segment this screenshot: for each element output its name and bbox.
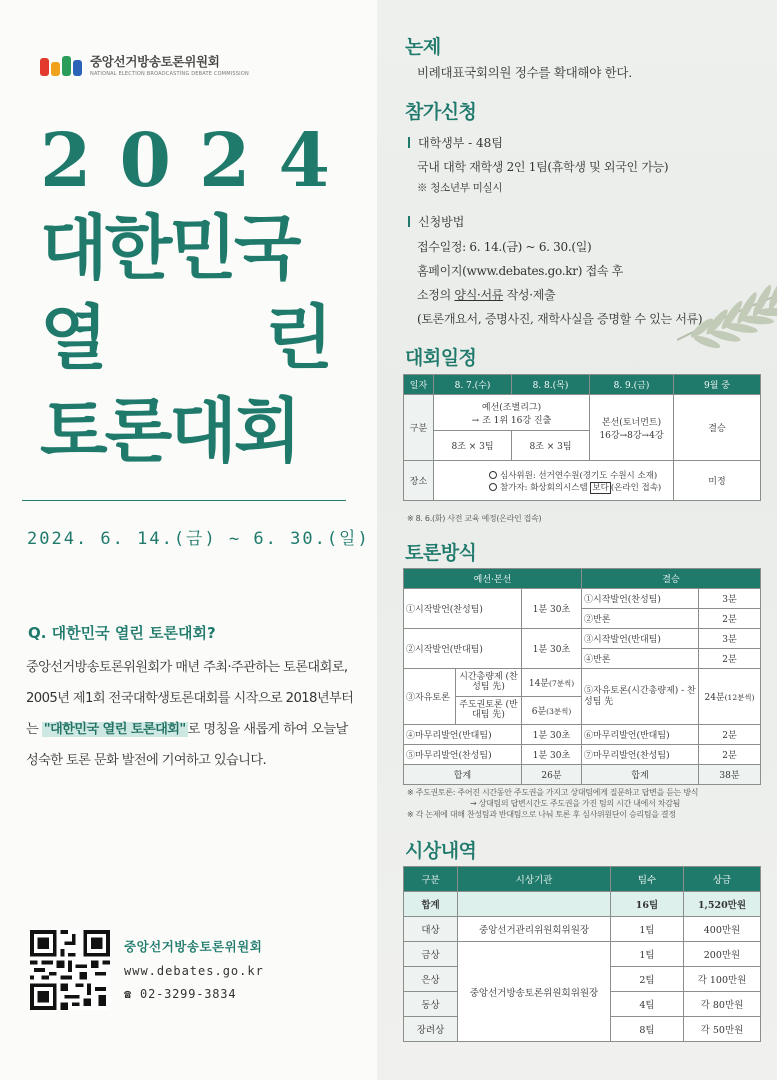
apply-method-line-4: (토론개요서, 증명사진, 재학사실을 증명할 수 있는 서류) [417,312,703,326]
table-cell [458,892,611,917]
table-cell: 각 50만원 [684,1017,761,1042]
method-heading: 토론방식 [405,542,477,564]
venue-line [489,481,671,493]
table-cell: 합계 [404,892,458,917]
table-cell: ⑥마무리발언(반대팀) [582,725,699,745]
table-cell: ②시작발언(반대팀) [404,629,522,669]
table-cell: ⑤마무리발언(찬성팀) [404,745,522,765]
apply-division-note: ※ 청소년부 미실시 [417,182,503,194]
table-cell: 1분 30초 [522,725,582,745]
title-divider [22,500,346,501]
org-name-kr: 중앙선거방송토론위원회 [90,54,220,69]
table-cell: 1팀 [611,942,684,967]
table-row [404,867,761,892]
table-cell: 3분 [699,629,761,649]
table-row [404,395,761,431]
table-cell [434,461,674,501]
table-cell: 1팀 [611,917,684,942]
logo-bar-orange [51,62,60,76]
apply-method-head: 신청방법 [408,213,464,230]
logo-bar-green [62,56,71,76]
table-cell: 대상 [404,917,458,942]
method-note-1: ※ 주도권토론: 주어진 시간동안 주도권을 가지고 상대팀에게 질문하고 답변을 듣는 방식 [407,788,699,797]
table-header: 구분 [404,867,458,892]
table-cell: 400만원 [684,917,761,942]
intro-question: Q. 대한민국 열린 토론대회? [28,624,216,642]
apply-method-text: 소정의 [417,288,455,302]
schedule-table [403,374,761,501]
table-cell: 시간총량제 (찬성팀 先) [456,669,522,697]
contact-website-link[interactable]: www.debates.go.kr [124,964,264,978]
table-cell [522,697,582,725]
contact-org: 중앙선거방송토론위원회 [124,939,263,954]
title-year [40,118,330,204]
time-note: (3분씩) [546,707,572,716]
topic-text: 비례대표국회의원 정수를 확대해야 한다. [417,65,632,80]
table-cell: 8조 × 3팀 [512,431,590,461]
table-cell: 2분 [699,609,761,629]
table-cell: 주도권토론 (반대팀 先) [456,697,522,725]
time-note: (12분씩) [724,693,755,702]
intro-text: 중앙선거방송토론위원회가 매년 주최·주관하는 토론대회로, 2005년 제1회 전국대학생토론대회를 시작으로 2018년부터는 [26,660,354,737]
table-cell [699,669,761,725]
time-value: 24분 [704,693,725,703]
table-cell: 8조 × 3팀 [434,431,512,461]
table-header: 8. 9.(금) [590,375,674,395]
table-cell: 장소 [404,461,434,501]
table-cell: 합계 [404,765,522,785]
table-cell: 8팀 [611,1017,684,1042]
table-cell: 2분 [699,649,761,669]
prelim-sub: → 조 1위 16강 진출 [471,415,552,426]
schedule-note: ※ 8. 6.(화) 사전 교육 예정(온라인 접속) [407,514,542,523]
table-row [404,942,761,967]
table-header: 예선·본선 [404,569,582,589]
circle-icon [489,483,497,491]
table-row [404,725,761,745]
time-value: 14분 [528,679,550,689]
apply-heading: 참가신청 [405,101,477,123]
contact-phone: ☎ 02-3299-3834 [124,987,237,1001]
table-cell: ①시작발언(찬성팀) [404,589,522,629]
table-row [404,745,761,765]
table-cell: 16팀 [611,892,684,917]
table-cell: 2분 [699,725,761,745]
table-row [404,569,761,589]
table-cell: ③시작발언(반대팀) [582,629,699,649]
apply-method-line-3 [417,286,555,303]
apply-forms-link[interactable]: 양식·서류 [454,288,504,302]
apply-method-text-end: 작성·제출 [503,288,556,302]
table-cell: 26분 [522,765,582,785]
table-cell: 1분 30초 [522,629,582,669]
apply-method-line-1: 접수일정: 6. 14.(금) ~ 6. 30.(일) [417,240,592,254]
time-note: (7분씩) [549,679,575,688]
table-row [404,589,761,609]
year-digit: 2 [40,118,92,204]
logo-text [90,52,249,77]
table-header: 팀수 [611,867,684,892]
venue-text: 심사위원: 선거연수원(경기도 수원시 소재) [500,470,658,481]
prize-table [403,866,761,1042]
table-cell: 구분 [404,395,434,461]
intro-text-end: 로 명칭을 새롭게 하여 오늘날 성숙한 토론 문화 발전에 기여하고 있습니다. [26,722,348,768]
table-row [404,892,761,917]
logo-bar-red [40,58,49,76]
title-line-3: 토론대회 [40,390,299,472]
method-note-2: → 상대팀의 답변시간도 주도권을 가진 팀의 시간 내에서 차감됨 [470,799,681,808]
table-cell: ②반론 [582,609,699,629]
venue-line [489,469,671,481]
time-value: 6분 [531,707,547,717]
table-cell: 3분 [699,589,761,609]
table-cell: ④마무리발언(반대팀) [404,725,522,745]
table-cell: 장려상 [404,1017,458,1042]
title-word: 열 [40,297,105,379]
table-cell: 금상 [404,942,458,967]
table-cell [590,395,674,461]
table-cell: ①시작발언(찬성팀) [582,589,699,609]
apply-method-line-2: 홈페이지(www.debates.go.kr) 접속 후 [417,264,623,278]
method-note-3: ※ 각 논제에 대해 찬성팀과 반대팀으로 나눠 토론 후 심사위원단이 승리팀을 결정 [407,810,676,819]
table-cell: 1분 30초 [522,745,582,765]
event-dates: 2024. 6. 14.(금) ~ 6. 30.(일) [27,529,370,549]
apply-division-line: 국내 대학 재학생 2인 1팀(휴학생 및 외국인 가능) [417,160,669,174]
title-word: 린 [265,297,330,379]
contact-info [124,937,264,1001]
table-cell: 38분 [699,765,761,785]
table-header: 결승 [582,569,761,589]
table-row [404,375,761,395]
table-cell: 동상 [404,992,458,1017]
table-cell: 미정 [674,461,761,501]
org-name-en: NATIONAL ELECTION BROADCASTING DEBATE COMMISSION [90,71,249,77]
year-digit: 4 [278,118,330,204]
prize-heading: 시상내역 [405,840,477,862]
logo-mark-icon [40,54,82,76]
table-cell: 1분 30초 [522,589,582,629]
table-row [404,917,761,942]
apply-division-head: 대학생부 - 48팀 [408,134,503,151]
table-header: 일자 [404,375,434,395]
table-row [404,629,761,649]
table-header: 9월 중 [674,375,761,395]
title-line-2 [40,297,330,379]
table-header: 8. 7.(수) [434,375,512,395]
table-cell [522,669,582,697]
table-cell: 중앙선거관리위원회위원장 [458,917,611,942]
table-header: 시상기관 [458,867,611,892]
table-cell: 4팀 [611,992,684,1017]
table-cell: 중앙선거방송토론위원회위원장 [458,942,611,1042]
intro-highlight: "대한민국 열린 토론대회" [43,722,186,737]
table-row [404,669,761,697]
main-sub: 16강→8강→4강 [599,430,664,441]
table-cell [434,395,590,431]
logo-bar-blue [73,60,82,76]
table-cell: 1,520만원 [684,892,761,917]
method-table [403,568,761,785]
table-cell: 은상 [404,967,458,992]
table-cell: 각 100만원 [684,967,761,992]
title-line-1: 대한민국 [40,207,299,289]
logo [40,52,249,77]
circle-icon [489,471,497,479]
table-cell: ⑦마무리발언(찬성팀) [582,745,699,765]
table-cell: 2분 [699,745,761,765]
table-row [404,461,761,501]
table-header: 8. 8.(목) [512,375,590,395]
qr-code-icon[interactable] [30,930,110,1010]
schedule-heading: 대회일정 [405,347,477,369]
table-cell: 각 80만원 [684,992,761,1017]
table-header: 상금 [684,867,761,892]
table-cell: 결승 [674,395,761,461]
table-cell: 200만원 [684,942,761,967]
venue-boda: 보다 [592,482,609,493]
table-cell: ③자유토론 [404,669,456,725]
intro-description [26,652,361,776]
year-digit: 0 [119,118,171,204]
main-label: 본선(토너먼트) [601,417,662,428]
table-cell: ④반론 [582,649,699,669]
venue-text: (온라인 접속) [610,482,662,493]
table-row [404,765,761,785]
prelim-label: 예선(조별리그) [481,402,542,413]
table-cell: 2팀 [611,967,684,992]
topic-heading: 논제 [405,36,441,58]
year-digit: 2 [199,118,251,204]
table-cell: ⑤자유토론(시간총량제) - 찬성팀 先 [582,669,699,725]
table-cell: 합계 [582,765,699,785]
venue-text: 참가자: 화상회의시스템 [500,482,591,493]
